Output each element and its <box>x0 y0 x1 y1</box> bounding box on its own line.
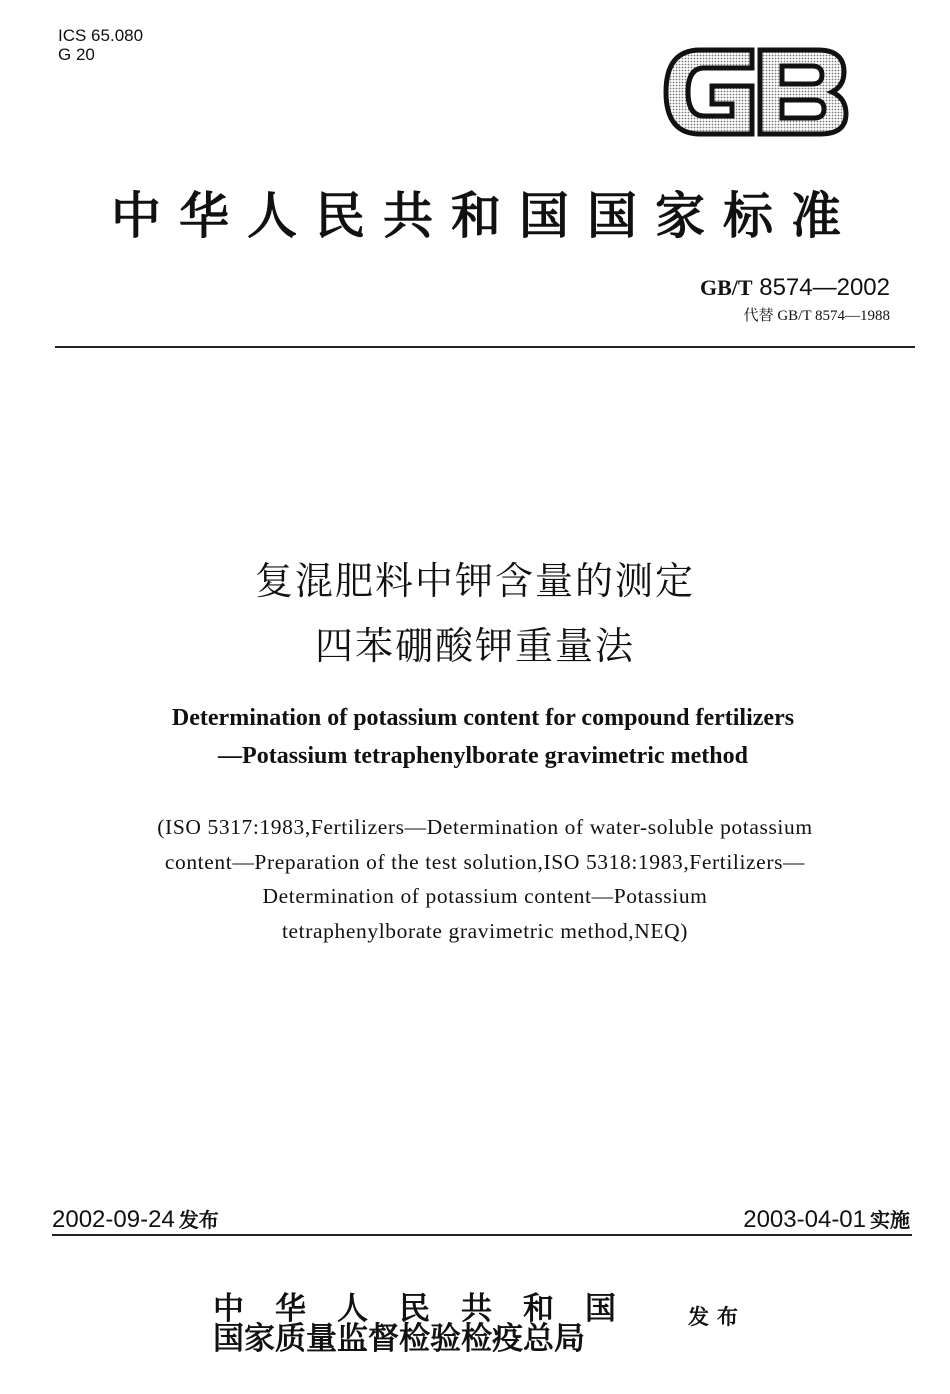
logo-letter-g <box>666 50 752 134</box>
standard-category-title: 中华人民共和国国家标准 <box>111 186 859 245</box>
english-title-line-2: —Potassium tetraphenylborate gravimetric method <box>218 743 748 769</box>
ics-code: ICS 65.080 <box>58 26 144 45</box>
implement-date-block <box>743 1204 910 1234</box>
standard-number-block <box>700 274 890 325</box>
standard-prefix: GB/T <box>699 275 753 300</box>
chinese-title-line-1: 复混肥料中钾含量的测定 <box>254 559 695 603</box>
bottom-divider <box>52 1234 912 1236</box>
publish-label: 发布 <box>688 1305 746 1329</box>
standard-number <box>700 274 890 302</box>
iso-reference-line-3: Determination of potassium content—Potassium <box>262 884 708 908</box>
iso-reference-line-4: tetraphenylborate gravimetric method,NEQ) <box>281 919 689 943</box>
standard-number-value: 8574—2002 <box>759 274 890 301</box>
publisher-line-1: 中华人民共和国 <box>213 1291 647 1327</box>
issue-date-block <box>52 1204 219 1234</box>
iso-reference-line-1: (ISO 5317:1983,Fertilizers—Determination of water-soluble potassium <box>157 815 813 839</box>
top-divider <box>55 346 915 348</box>
iso-reference-line-2: content—Preparation of the test solution,ISO 5318:1983,Fertilizers— <box>164 850 806 874</box>
classification-codes <box>58 26 143 64</box>
replaces-note: 代替 GB/T 8574—1988 <box>743 308 890 324</box>
issue-date: 2002-09-24 <box>52 1206 175 1233</box>
implement-date: 2003-04-01 <box>743 1206 866 1233</box>
chinese-title-line-2: 四苯硼酸钾重量法 <box>314 624 635 668</box>
ccs-code: G 20 <box>58 45 95 64</box>
logo-letter-b <box>760 50 846 134</box>
issue-label: 发布 <box>178 1208 219 1232</box>
english-title-line-1: Determination of potassium content for compound fertilizers <box>171 705 795 731</box>
implement-label: 实施 <box>870 1208 910 1232</box>
svg-text:GB: GB <box>755 102 757 103</box>
gb-logo <box>660 42 850 142</box>
publisher-line-2: 国家质量监督检验检疫总局 <box>213 1321 585 1357</box>
